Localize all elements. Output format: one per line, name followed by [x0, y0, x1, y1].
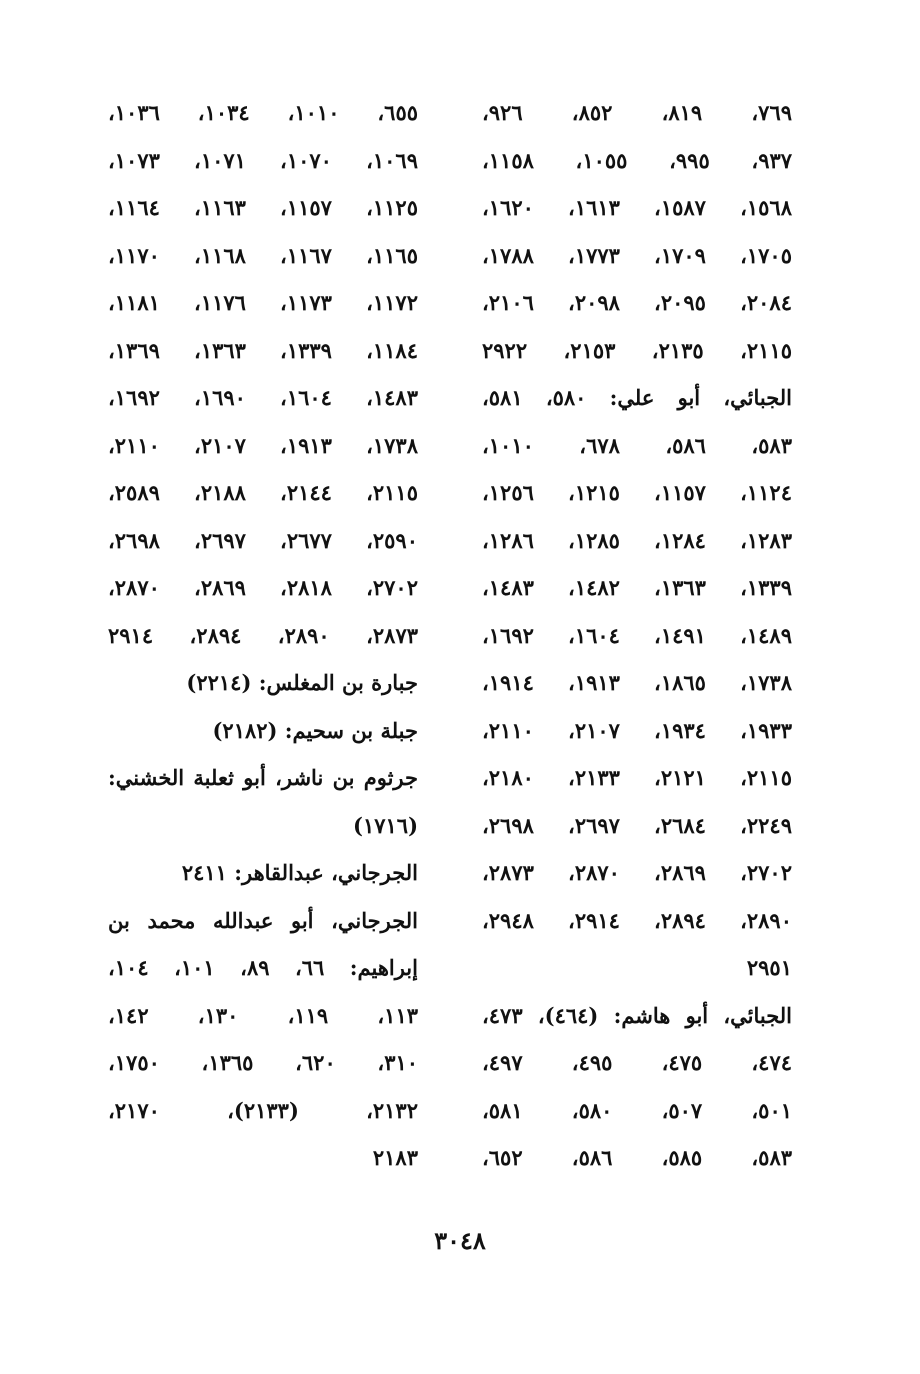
index-line: ١١٦٥، ١١٦٧، ١١٦٨، ١١٧٠،	[108, 242, 418, 268]
index-line: ٥٨٣، ٥٨٥، ٥٨٦، ٦٥٢،	[482, 1145, 793, 1170]
index-line: ٥٨٣، ٥٨٦، ٦٧٨، ١٠١٠،	[482, 432, 792, 458]
right-column	[482, 89, 792, 1182]
page-number: ٣٠٤٨	[434, 1226, 486, 1255]
index-entry-heading: جبارة بن المغلس: (٢٢١٤)	[186, 670, 418, 695]
index-line: ١٧٣٨، ١٨٦٥، ١٩١٣، ١٩١٤،	[482, 670, 792, 695]
index-entry-heading: الجرجاني، أبو عبدالله محمد بن	[108, 907, 418, 933]
index-line: ١٠٦٩، ١٠٧٠، ١٠٧١، ١٠٧٣،	[108, 147, 418, 173]
index-line: ١٤٨٩، ١٤٩١، ١٦٠٤، ١٦٩٢،	[482, 622, 792, 648]
index-line: ٢١١٥، ٢١٣٥، ٢١٥٣، ٢٩٢٢	[482, 337, 793, 363]
index-line: ١٢٨٣، ١٢٨٤، ١٢٨٥، ١٢٨٦،	[482, 527, 792, 553]
index-line: ٢٢٤٩، ٢٦٨٤، ٢٦٩٧، ٢٦٩٨،	[482, 812, 792, 838]
index-line: ١١٨٤، ١٣٣٩، ١٣٦٣، ١٣٦٩،	[108, 337, 418, 363]
index-line: إبراهيم: ٦٦، ٨٩، ١٠١، ١٠٤،	[108, 955, 418, 980]
index-line: ٢٥٩٠، ٢٦٧٧، ٢٦٩٧، ٢٦٩٨،	[108, 527, 418, 553]
index-line: ١٣٣٩، ١٣٦٣، ١٤٨٢، ١٤٨٣،	[482, 575, 792, 600]
index-line: ١١٢٤، ١١٥٧، ١٢١٥، ١٢٥٦،	[482, 480, 792, 505]
index-line: ٦٥٥، ١٠١٠، ١٠٣٤، ١٠٣٦،	[108, 100, 419, 125]
index-line: ١٥٦٨، ١٥٨٧، ١٦١٣، ١٦٢٠،	[482, 195, 792, 220]
index-line: ٩٣٧، ٩٩٥، ١٠٥٥، ١١٥٨،	[482, 147, 793, 173]
index-line: ٣١٠، ٦٢٠، ١٣٦٥، ١٧٥٠،	[108, 1050, 419, 1075]
index-line: ٢١٨٣	[372, 1145, 418, 1170]
index-line: ٥٠١، ٥٠٧، ٥٨٠، ٥٨١،	[482, 1097, 793, 1123]
index-line: ٤٧٤، ٤٧٥، ٤٩٥، ٤٩٧،	[482, 1050, 793, 1075]
index-line: ٢٩٥١	[746, 955, 792, 980]
index-entry-heading: الجبائي، أبو هاشم: (٤٦٤)، ٤٧٣،	[482, 1002, 793, 1028]
left-column	[108, 89, 418, 1182]
index-entry-heading: الجبائي، أبو علي: ٥٨٠، ٥٨١،	[482, 385, 792, 410]
index-line: ١١٣، ١١٩، ١٣٠، ١٤٢،	[108, 1002, 419, 1028]
index-line: ٢٧٠٢، ٢٨١٨، ٢٨٦٩، ٢٨٧٠،	[108, 575, 418, 600]
index-line: ٢٨٩٠، ٢٨٩٤، ٢٩١٤، ٢٩٤٨،	[482, 907, 792, 933]
index-entry-heading: جرثوم بن ناشر، أبو ثعلبة الخشني:	[108, 765, 418, 790]
index-line: ٢١١٥، ٢١٤٤، ٢١٨٨، ٢٥٨٩،	[108, 480, 418, 505]
index-line: ١٩٣٣، ١٩٣٤، ٢١٠٧، ٢١١٠،	[482, 717, 792, 743]
index-line: ١١٧٢، ١١٧٣، ١١٧٦، ١١٨١،	[108, 290, 418, 315]
index-entry-heading: الجرجاني، عبدالقاهر: ٢٤١١	[181, 860, 418, 885]
index-line: ١٧٠٥، ١٧٠٩، ١٧٧٣، ١٧٨٨،	[482, 242, 792, 268]
index-line: ٢١٣٢، (٢١٣٣)، ٢١٧٠،	[108, 1097, 418, 1123]
index-line: ٢٨٧٣، ٢٨٩٠، ٢٨٩٤، ٢٩١٤	[108, 622, 419, 648]
index-line: ١٤٨٣، ١٦٠٤، ١٦٩٠، ١٦٩٢،	[108, 385, 418, 410]
index-line: ٢١١٥، ٢١٢١، ٢١٣٣، ٢١٨٠،	[482, 765, 792, 790]
index-entry-heading: جبلة بن سحيم: (٢١٨٢)	[212, 717, 418, 743]
index-line: ٢٠٨٤، ٢٠٩٥، ٢٠٩٨، ٢١٠٦،	[482, 290, 792, 315]
index-line: ٢٧٠٢، ٢٨٦٩، ٢٨٧٠، ٢٨٧٣،	[482, 860, 792, 885]
index-line: ١٧٣٨، ١٩١٣، ٢١٠٧، ٢١١٠،	[108, 432, 418, 458]
index-line: ١١٢٥، ١١٥٧، ١١٦٣، ١١٦٤،	[108, 195, 418, 220]
index-line: ٧٦٩، ٨١٩، ٨٥٢، ٩٢٦،	[482, 100, 793, 125]
index-line: (١٧١٦)	[353, 812, 418, 838]
